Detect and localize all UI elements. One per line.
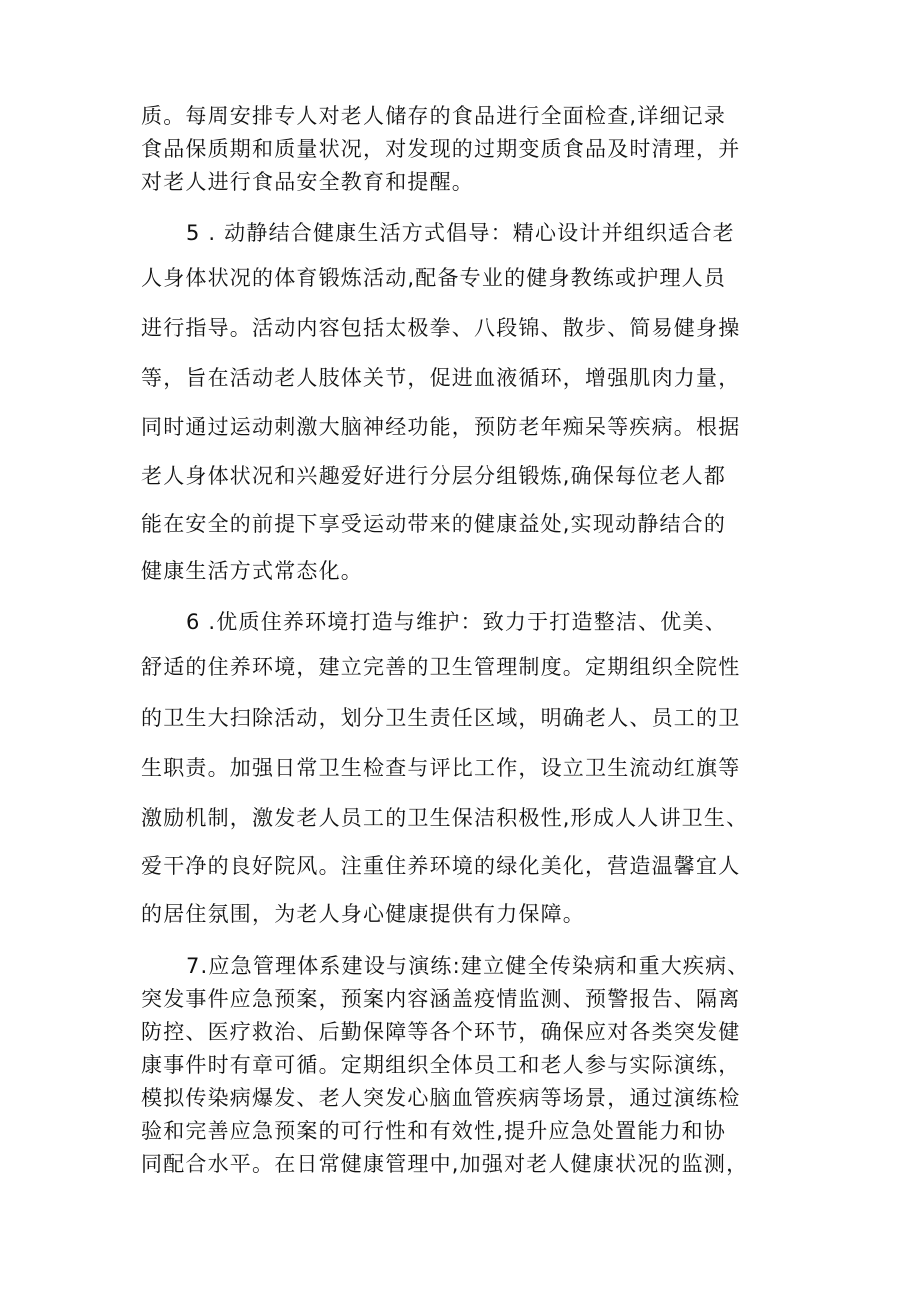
text-line: 食品保质期和质量状况，对发现的过期变质食品及时清理，并 [141,137,741,161]
paragraph-heading-line: 7.应急管理体系建设与演练:建立健全传染病和重大疾病、 [186,954,750,978]
text-line: 激励机制，激发老人员工的卫生保洁积极性,形成人人讲卫生、 [141,806,749,830]
text-line: 能在安全的前提下享受运动带来的健康益处,实现动静结合的 [141,512,727,536]
text-line: 等，旨在活动老人肢体关节，促进血液循环，增强肌肉力量， [141,366,741,390]
text-line: 验和完善应急预案的可行性和有效性,提升应急处置能力和协 [141,1119,727,1143]
text-line: 突发事件应急预案，预案内容涵盖疫情监测、预警报告、隔离 [141,987,741,1011]
text-line: 模拟传染病爆发、老人突发心脑血管疾病等场景，通过演练检 [141,1086,741,1110]
text-line: 爱干净的良好院风。注重住养环境的绿化美化，营造温馨宜人 [141,854,741,878]
text-line: 质。每周安排专人对老人储存的食品进行全面检查,详细记录 [141,104,727,128]
paragraph-heading-line: 6 .优质住养环境打造与维护：致力于打造整洁、优美、 [186,610,727,634]
text-line: 舒适的住养环境，建立完善的卫生管理制度。定期组织全院性 [141,655,741,679]
text-line: 的卫生大扫除活动，划分卫生责任区域，明确老人、员工的卫 [141,706,741,730]
text-line: 人身体状况的体育锻炼活动,配备专业的健身教练或护理人员 [141,266,727,290]
text-line: 老人身体状况和兴趣爱好进行分层分组锻炼,确保每位老人都 [141,464,727,488]
text-line: 康事件时有章可循。定期组织全体员工和老人参与实际演练， [141,1053,741,1077]
text-line: 生职责。加强日常卫生检查与评比工作，设立卫生流动红旗等 [141,756,741,780]
text-line: 进行指导。活动内容包括太极拳、八段锦、散步、简易健身操 [141,316,741,340]
text-line: 同配合水平。在日常健康管理中,加强对老人健康状况的监测， [141,1152,749,1176]
paragraph-heading-line: 5 . 动静结合健康生活方式倡导：精心设计并组织适合老 [186,221,735,245]
text-line: 同时通过运动刺激大脑神经功能，预防老年痴呆等疾病。根据 [141,415,741,439]
text-line: 健康生活方式常态化。 [141,559,363,583]
text-line: 防控、医疗救治、后勤保障等各个环节，确保应对各类突发健 [141,1020,741,1044]
text-line: 对老人进行食品安全教育和提醒。 [141,170,474,194]
text-line: 的居住氛围，为老人身心健康提供有力保障。 [141,902,585,926]
